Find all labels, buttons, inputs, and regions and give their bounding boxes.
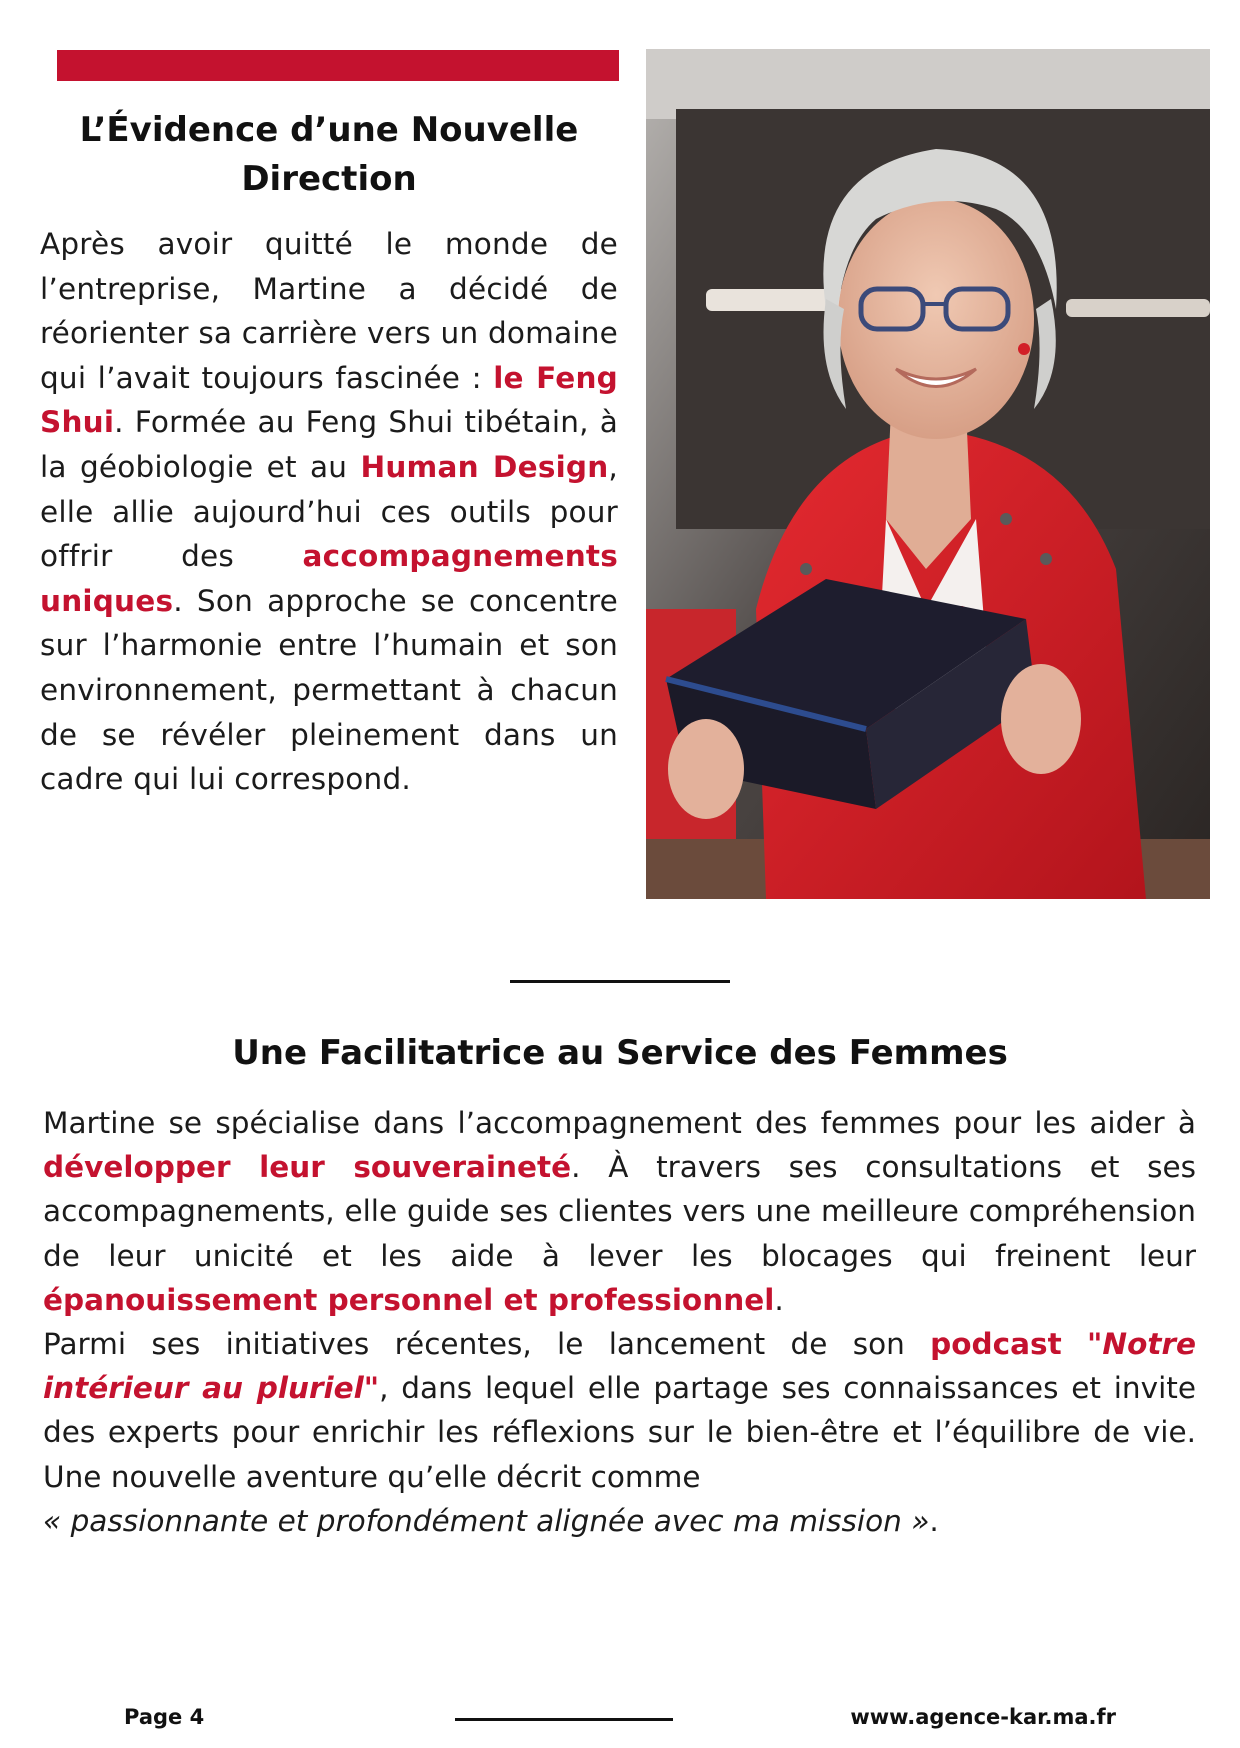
highlight-podcast-title: "Notre intérieur au pluriel" <box>43 1327 1197 1406</box>
text-fragment: . <box>929 1503 939 1538</box>
section-divider <box>510 980 730 983</box>
text-fragment: Parmi ses initiatives récentes, le lancement de son <box>43 1327 931 1362</box>
paragraph-facilitatrice <box>43 1101 1196 1543</box>
paragraph-quote-line <box>43 1499 1196 1543</box>
text-fragment: Martine se spécialise dans l’accompagnement des femmes pour les aider à <box>43 1106 1196 1140</box>
highlight-feng-shui: le Feng Shui <box>40 360 618 440</box>
text-fragment: , dans lequel elle partage ses connaissances et invite des experts pour enrichir les réflexions sur le bien-être et l’équilibre de vie. Une nouvelle aventure qu’elle décrit comme <box>43 1371 1196 1494</box>
accent-bar <box>57 50 619 81</box>
section-title-facilitatrice: Une Facilitatrice au Service des Femmes <box>232 1033 1008 1073</box>
portrait-illustration <box>646 49 1210 899</box>
paragraph-part-2 <box>43 1322 1196 1499</box>
highlight-human-design: Human Design <box>360 449 609 484</box>
text-fragment: . Son approche se concentre sur l’harmonie entre l’humain et son environnement, permettant à chacun de se révéler pleinement dans un cadre qui lui correspond. <box>40 583 618 797</box>
quote-text: « passionnante et profondément alignée avec ma mission » <box>43 1503 930 1538</box>
text-fragment: . <box>774 1282 784 1317</box>
section-title-new-direction: L’Évidence d’une Nouvelle Direction <box>79 110 579 199</box>
text-fragment: , elle allie aujourd’hui ces outils pour offrir des <box>40 449 618 574</box>
highlight-souverainete: développer leur souveraineté <box>43 1150 572 1185</box>
highlight-accompagnements: accompagnements uniques <box>40 539 618 618</box>
footer-website-link[interactable]: www.agence-kar.ma.fr <box>850 1705 1116 1729</box>
highlight-epanouissement: épanouissement personnel et professionnel <box>43 1282 775 1317</box>
paragraph-new-direction <box>40 222 618 802</box>
text-fragment: . À travers ses consultations et ses accompagnements, elle guide ses clientes vers une meilleure compréhension de leur unicité et les aide à lever les blocages qui freinent leur <box>43 1150 1196 1273</box>
portrait-photo <box>646 49 1210 899</box>
paragraph-part-1 <box>43 1101 1196 1322</box>
text-fragment: Après avoir quitté le monde de l’entreprise, Martine a décidé de réorienter sa carrière vers un domaine qui l’avait toujours fascinée : <box>40 227 618 395</box>
footer-divider <box>455 1718 673 1721</box>
text-fragment: . Formée au Feng Shui tibétain, à la géobiologie et au <box>40 405 618 484</box>
page-number: Page 4 <box>124 1705 205 1729</box>
highlight-podcast: podcast <box>930 1327 1062 1362</box>
